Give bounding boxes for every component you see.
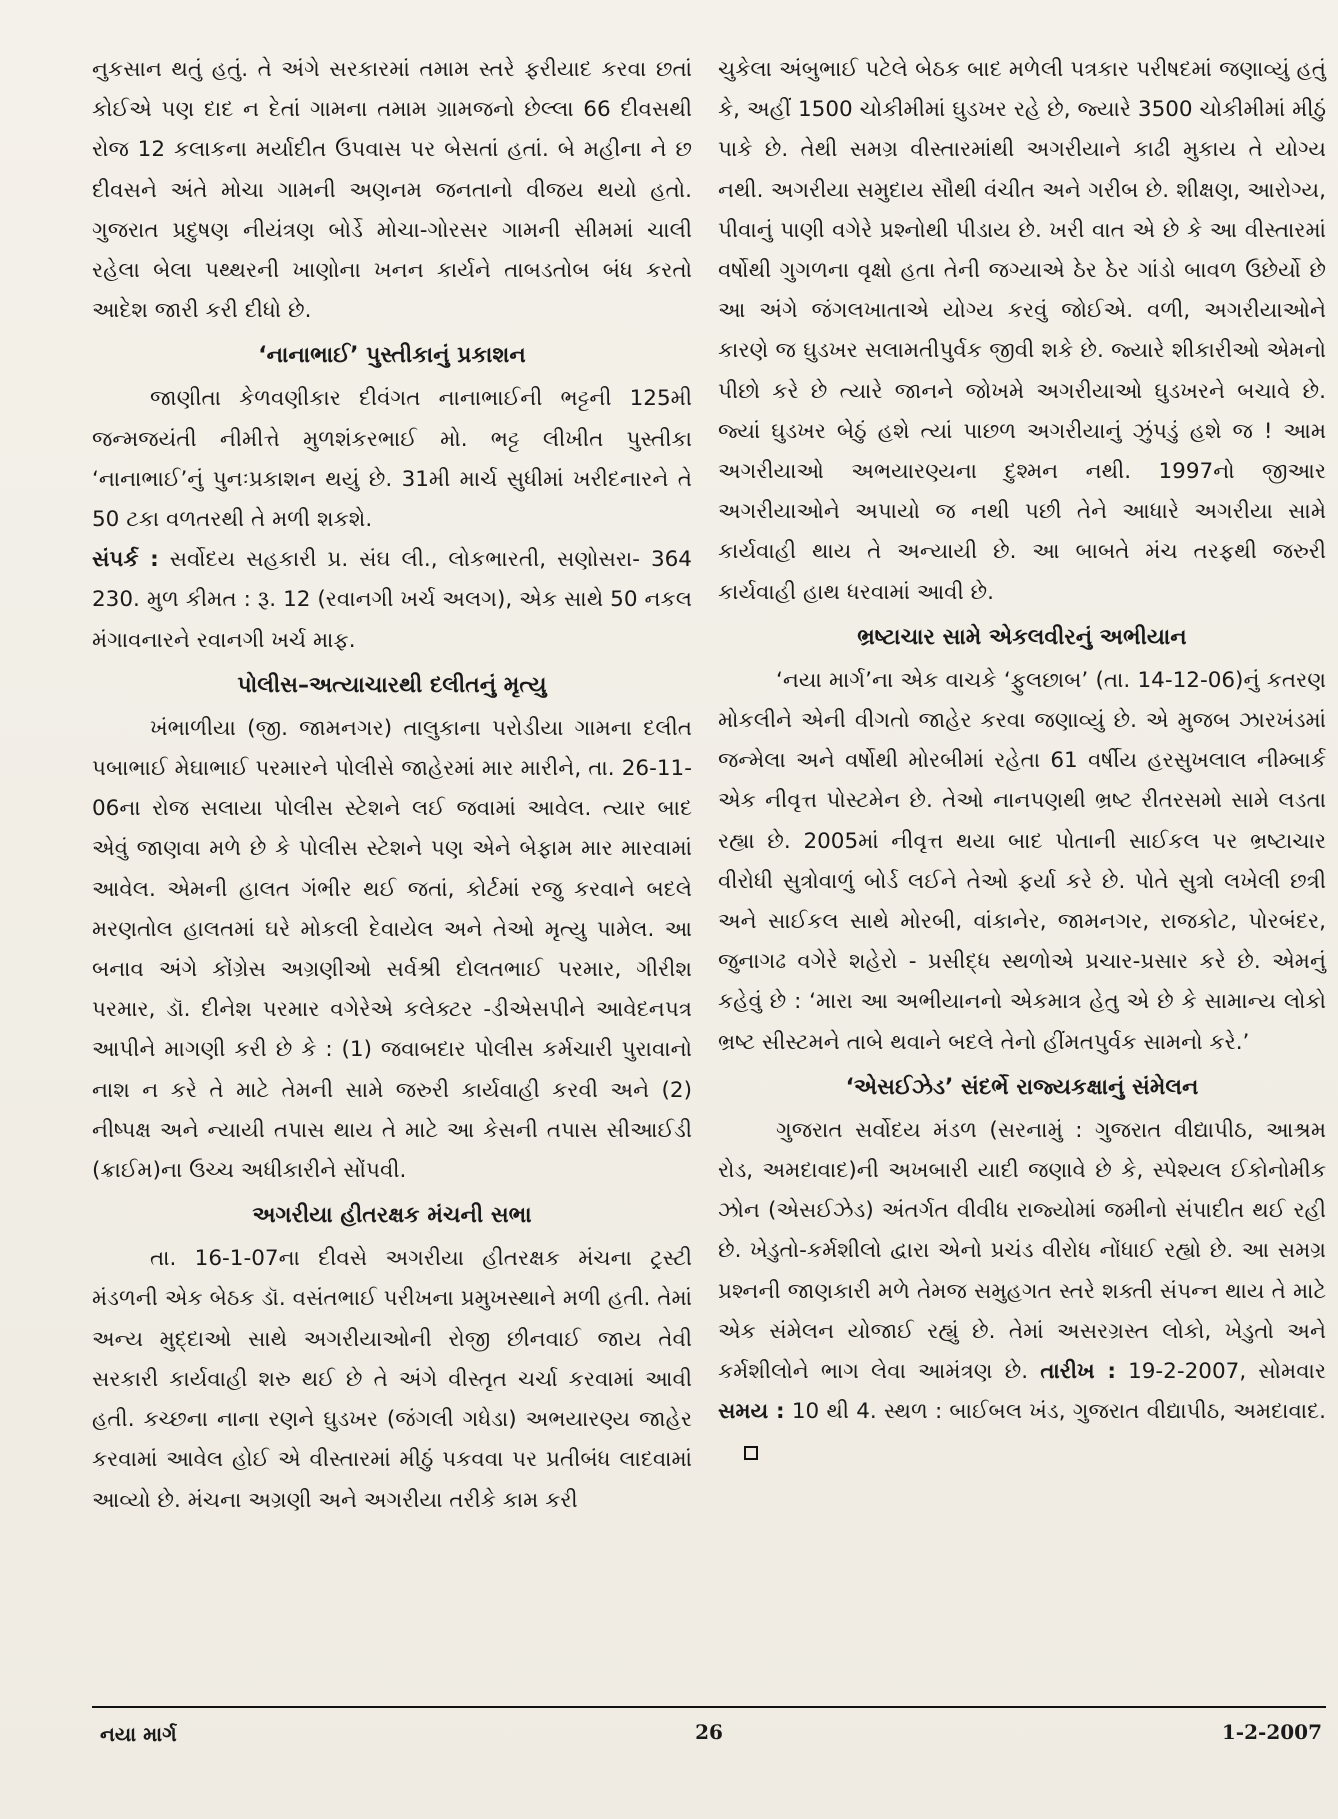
left-column — [92, 50, 692, 1521]
article-text: ‘નયા માર્ગ’ના એક વાચકે ‘ફુલછાબ’ (તા. 14-12-06)નું કતરણ મોકલીને એની વીગતો જાહેર કરવા જણાવ્યું છે. એ મુજબ ઝારખંડમાં જન્મેલા અને વર્ષોથી મોરબીમાં રહેતા 61 વર્ષીય હરસુખલાલ નીમ્બાર્ક એક નીવૃત્ત પોસ્ટમેન છે. તેઓ નાનપણથી ભ્રષ્ટ રીતરસમો સામે લડતા રહ્યા છે. 2005માં નીવૃત્ત થયા બાદ પોતાની સાઈકલ પર ભ્રષ્ટાચાર વીરોધી સુત્રોવાળું બોર્ડ લઈને તેઓ ફર્યા કરે છે. પોતે સુત્રો લખેલી છત્રી અને સાઈકલ સાથે મોરબી, વાંકાનેર, જામનગર, રાજકોટ, પોરબંદર, જુનાગઢ વગેરે શહેરો - પ્રસીદ્ધ સ્થળોએ પ્રચાર-પ્રસાર કરે છે. એમનું કહેવું છે : ‘મારા આ અભીયાનનો એકમાત્ર હેતુ એ છે કે સામાન્ય લોકો ભ્રષ્ટ સીસ્ટમને તાબે થવાને બદલે તેનો હીંમતપુર્વક સામનો કરે.’ — [718, 667, 1326, 1055]
right-column — [718, 50, 1326, 1473]
article-text: ખંભાળીયા (જી. જામનગર) તાલુકાના પરોડીયા ગામના દલીત પબાભાઈ મેઘાભાઈ પરમારને પોલીસે જાહેરમાં માર મારીને, તા. 26-11-06ના રોજ સલાયા પોલીસ સ્ટેશને લઈ જવામાં આવેલ. ત્યાર બાદ એવું જાણવા મળે છે કે પોલીસ સ્ટેશને પણ એને બેફામ માર મારવામાં આવેલ. એમની હાલત ગંભીર થઈ જતાં, કોર્ટમાં રજુ કરવાને બદલે મરણતોલ હાલતમાં ઘરે મોકલી દેવાયેલ અને તેઓ મૃત્યુ પામેલ. આ બનાવ અંગે કોંગ્રેસ અગ્રણીઓ સર્વશ્રી દોલતભાઈ પરમાર, ગીરીશ પરમાર, ડૉ. દીનેશ પરમાર વગેરેએ કલેક્ટર -ડીએસપીને આવેદનપત્ર આપીને માગણી કરી છે કે : (1) જવાબદાર પોલીસ કર્મચારી પુરાવાનો નાશ ન કરે તે માટે તેમની સામે જરુરી કાર્યવાહી કરવી અને (2) નીષ્પક્ષ અને ન્યાયી તપાસ થાય તે માટે આ કેસની તપાસ સીઆઈડી (ક્રાઈમ)ના ઉચ્ચ અધીકારીને સોંપવી. — [92, 715, 692, 1184]
section-heading: ભ્રષ્ટાચાર સામે એકલવીરનું અભીયાન — [857, 624, 1187, 650]
article-text: ગુજરાત સર્વોદય મંડળ (સરનામું : ગુજરાત વીદ્યાપીઠ, આશ્રમ રોડ, અમદાવાદ)ની અખબારી યાદી જણાવે છે કે, સ્પેશ્યલ ઈકોનોમીક ઝોન (એસઈઝેડ) અંતર્ગત વીવીધ રાજ્યોમાં જમીનો સંપાદીત થઈ રહી છે. ખેડુતો-કર્મશીલો દ્વારા એનો પ્રચંડ વીરોધ નોંધાઈ રહ્યો છે. આ સમગ્ર પ્રશ્નની જાણકારી મળે તેમજ સમુહગત સ્તરે શક્તી સંપન્ન થાય તે માટે એક સંમેલન યોજાઈ રહ્યું છે. તેમાં અસરગ્રસ્ત લોકો, ખેડુતો અને કર્મશીલોને ભાગ લેવા આમંત્રણ છે. — [718, 1117, 1326, 1385]
section-heading: પોલીસ–અત્યાચારથી દલીતનું મૃત્યુ — [237, 672, 547, 698]
article-text: ચુકેલા અંબુભાઈ પટેલે બેઠક બાદ મળેલી પત્રકાર પરીષદમાં જણાવ્યું હતું કે, અહીં 1500 ચોકીમીમાં ઘુડખર રહે છે, જ્યારે 3500 ચોકીમીમાં મીઠું પાકે છે. તેથી સમગ્ર વીસ્તારમાંથી અગરીયાને કાઢી મુકાય તે યોગ્ય નથી. અગરીયા સમુદાય સૌથી વંચીત અને ગરીબ છે. શીક્ષણ, આરોગ્ય, પીવાનું પાણી વગેરે પ્રશ્નોથી પીડાય છે. ખરી વાત એ છે કે આ વીસ્તારમાં વર્ષોથી ગુગળના વૃક્ષો હતા તેની જગ્યાએ ઠેર ઠેર ગાંડો બાવળ ઉછેર્યો છે આ અંગે જંગલખાતાએ યોગ્ય કરવું જોઈએ. વળી, અગરીયાઓને કારણે જ ઘુડખર સલામતીપુર્વક જીવી શકે છે. જ્યારે શીકારીઓ એમનો પીછો કરે છે ત્યારે જાનને જોખમે અગરીયાઓ ઘુડખરને બચાવે છે. જ્યાં ઘુડખર બેઠું હશે ત્યાં પાછળ અગરીયાનું ઝુંપડું હશે જ ! આમ અગરીયાઓ અભયારણ્યના દુશ્મન નથી. 1997નો જીઆર અગરીયાઓને અપાયો જ નથી પછી તેને આધારે અગરીયા સામે કાર્યવાહી થાય તે અન્યાયી છે. આ બાબતે મંચ તરફથી જરુરી કાર્યવાહી હાથ ધરવામાં આવી છે. — [718, 57, 1326, 605]
section-heading: અગરીયા હીતરક્ષક મંચની સભા — [252, 1203, 532, 1229]
contact-text: સર્વોદય સહકારી પ્ર. સંઘ લી., લોકભારતી, સણોસરા- 364 230. મુળ કીમત : રૂ. 12 (રવાનગી ખર્ચ અલગ), એક સાથે 50 નકલ મંગાવનારને રવાનગી ખર્ચ માફ. — [92, 547, 692, 653]
date-label: તારીખ : — [1040, 1359, 1116, 1385]
time-label: સમય : — [718, 1399, 785, 1425]
page-number: 26 — [695, 1720, 723, 1744]
article-text: નુકસાન થતું હતું. તે અંગે સરકારમાં તમામ સ્તરે ફરીયાદ કરવા છતાં કોઈએ પણ દાદ ન દેતાં ગામના તમામ ગ્રામજનો છેલ્લા 66 દીવસથી રોજ 12 કલાકના મર્યાદીત ઉપવાસ પર બેસતાં હતાં. બે મહીના ને છ દીવસને અંતે મોચા ગામની અણનમ જનતાનો વીજય થયો હતો. ગુજરાત પ્રદુષણ નીયંત્રણ બોર્ડે મોચા-ગોરસર ગામની સીમમાં ચાલી રહેલા બેલા પથ્થરની ખાણોના ખનન કાર્યને તાબડતોબ બંધ કરતો આદેશ જારી કરી દીધો છે. — [92, 57, 692, 324]
end-of-article-icon — [744, 1446, 758, 1460]
article-text: તા. 16-1-07ના દીવસે અગરીયા હીતરક્ષક મંચના ટ્રસ્ટી મંડળની એક બેઠક ડૉ. વસંતભાઈ પરીખના પ્રમુખસ્થાને મળી હતી. તેમાં અન્ય મુદ્દાઓ સાથે અગરીયાઓની રોજી છીનવાઈ જાય તેવી સરકારી કાર્યવાહી શરુ થઈ છે તે અંગે વીસ્તૃત ચર્ચા કરવામાં આવી હતી. કચ્છના નાના રણને ઘુડખર (જંગલી ગધેડા) અભયારણ્ય જાહેર કરવામાં આવેલ હોઈ એ વીસ્તારમાં મીઠું પકવવા પર પ્રતીબંધ લાદવામાં આવ્યો છે. મંચના અગ્રણી અને અગરીયા તરીકે કામ કરી — [92, 1246, 692, 1513]
publication-name: નયા માર્ગ — [100, 1722, 177, 1746]
date-value: 19-2-2007, સોમવાર — [1115, 1359, 1326, 1385]
time-value: 10 થી 4. સ્થળ : બાઈબલ ખંડ, ગુજરાત વીદ્યાપીઠ, અમદાવાદ. — [784, 1399, 1326, 1425]
article-text: જાણીતા કેળવણીકાર દીવંગત નાનાભાઈની ભટ્ટની 125મી જન્મજયંતી નીમીત્તે મુળશંકરભાઈ મો. ભટ્ટ લીખીત પુસ્તીકા ‘નાનાભાઈ’નું પુનઃપ્રકાશન થયું છે. 31મી માર્ચ સુધીમાં ખરીદનારને તે 50 ટકા વળતરથી તે મળી શકશે. — [92, 386, 692, 533]
issue-date: 1-2-2007 — [1221, 1720, 1322, 1744]
event-paragraph — [718, 1111, 1326, 1473]
section-heading: ‘નાનાભાઈ’ પુસ્તીકાનું પ્રકાશન — [258, 343, 526, 369]
section-heading: ‘એસઈઝેડ’ સંદર્ભે રાજ્યકક્ષાનું સંમેલન — [845, 1074, 1199, 1100]
page-footer — [92, 1716, 1326, 1756]
contact-paragraph — [92, 540, 692, 661]
footer-rule — [92, 1706, 1326, 1708]
contact-label: સંપર્ક : — [92, 547, 159, 573]
